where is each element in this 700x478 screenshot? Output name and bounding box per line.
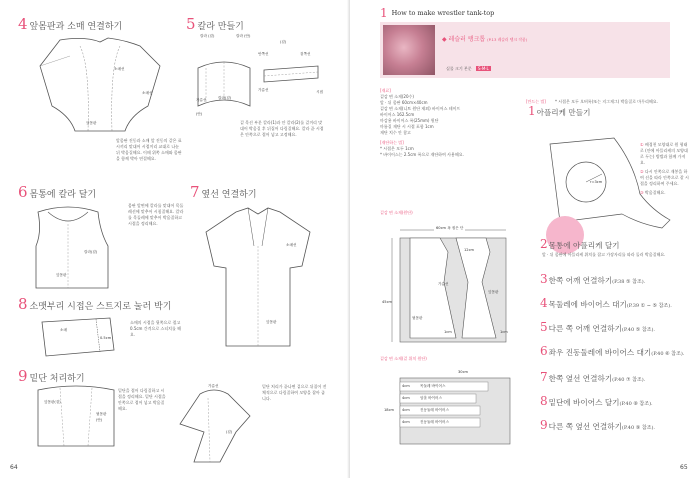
left-page-number: 64 [10, 464, 18, 471]
step-r5: 5다른 쪽 어깨 연결하기(P.40 ⑤ 참조). [540, 320, 656, 334]
step-6-label-2: 앞몸판 [56, 273, 67, 277]
step-9b-label-1: 가름선 [208, 384, 219, 388]
step-4-title: 4 앞몸판과 소매 연결하기 [18, 15, 123, 33]
step-r8: 8밑단에 바이어스 달기(P.40 ⑧ 참조). [540, 394, 653, 408]
step-r1-text: ① 배경천 모양대로 원 형태로 (안에 아플리케의 모양대로 두는) 방법과 함께 가져요. ② 다시 안쪽으로 재봉을 하여 선을 따라 안쪽으로 잘 시접을 정리하여 주세요. ③ 박음질해요. [640, 142, 689, 195]
step-9-label-3: (안) [96, 418, 103, 422]
step-4-illustration [30, 36, 170, 136]
cut-diagram-2-width: 30cm [458, 370, 469, 374]
cut-strip-width-2: 4cm [402, 396, 410, 400]
step-5-label-6: (안) [196, 112, 203, 116]
cut-diagram-1-label-3: 뒷몸판 [412, 316, 423, 320]
cut-diagram-1-width: 60cm 폭 접은 단 [436, 226, 464, 230]
step-5-label-4: 칼라(겉) [218, 96, 232, 100]
cut-diagram-1-label-4: 12cm [464, 248, 475, 252]
right-page-header: 1 How to make wrestler tank-top [380, 6, 495, 20]
cut-strip-2: 암홀 바이어스 [420, 396, 442, 400]
step-7-label-1: 소매선 [286, 243, 297, 247]
cut-diagram-2-height: 18cm [384, 408, 395, 412]
step-9b-text: 밑단 처리가 끝나면 겉으로 뒤집어 전체적으로 다림질하여 모양을 잡아 줍니다. [262, 384, 327, 401]
cut-strip-width-4: 4cm [402, 420, 410, 424]
step-5-label-8: 겉쪽선 [300, 52, 311, 56]
applique-radius-label: r=3cm [590, 180, 603, 184]
step-5-text: 겉 목선 부분 칼라(1)과 안 칼라(2)를 겉끼리 맞대어 박음질 후 뒤집어 다림질해요. 칼라 끝 시접은 안쪽으로 접어 넣고 고정해요. [240, 120, 324, 137]
product-photo [383, 25, 435, 75]
step-8-label-2: 소매 [60, 328, 67, 332]
step-4-label-2: 소매선 [142, 91, 153, 95]
cut-diagram-1 [386, 222, 516, 346]
cut-diagram-1-label-5: 1cm [444, 330, 452, 334]
cut-strip-4: 진동둘레 바이어스 [420, 420, 449, 424]
making-note: [만드는 법] * 시접은 모두 오버록(또는 지그재그) 박음질로 마무리해요. [526, 99, 658, 104]
step-r2-text: 앞 · 뒤 몸판에 아플리케 위치를 잡고 가장자리를 따라 둘러 박음질해요. [542, 252, 666, 257]
cut-diagram-1-label-1: 가름선 [438, 282, 449, 286]
step-r7: 7한쪽 옆선 연결하기(P.40 ⑦ 참조). [540, 370, 646, 384]
cut-diagram-1-caption: 겉감 면 소재(원단) [380, 210, 413, 215]
step-9b-label-2: (겉) [226, 430, 233, 434]
step-8-title: 8 소맷부리 시접은 스트지로 눌러 박기 [18, 295, 172, 313]
step-8-label-1: 0.5cm [100, 336, 112, 340]
right-page [350, 0, 700, 478]
size-row: 실물 크기 본문 S·M·L [446, 66, 489, 71]
step-4-text: 앞몸판 진동과 소매 앞 진동의 같은 표시끼리 맞대어 시접끼리 교대로 나눈 뒤 박음질해요. 이때 위쪽 소매와 몸판을 함께 박아 연결해요. [116, 138, 182, 161]
step-7-title: 7 옆선 연결하기 [190, 183, 257, 201]
cut-diagram-2-caption: 겉감 면 소재(겉 위치 원단) [380, 356, 427, 361]
step-9-text: 밑단을 접어 다림질하고 시접을 정리해요. 밑단 시접을 안쪽으로 접어 넣고 박음질해요. [118, 388, 166, 411]
step-r9: 9다른 쪽 옆선 연결하기(P.40 ⑨ 참조). [540, 418, 656, 432]
step-5-label-3: (겉) [280, 40, 287, 44]
step-5-label-10: 가름선 [196, 98, 207, 102]
step-5-label-7: 안쪽선 [258, 52, 269, 56]
cut-diagram-1-label-6: 1cm [500, 330, 508, 334]
cut-strip-width-1: 4cm [402, 384, 410, 388]
step-5-label-5: 시접 [316, 90, 323, 94]
step-6-illustration [28, 202, 118, 290]
step-r1-title: 1아플리케 만들기 [528, 104, 591, 118]
step-r6: 6좌우 진동둘레에 바이어스 대기(P.40 ⑥ 참조). [540, 344, 685, 358]
cut-diagram-1-height: 45cm [382, 300, 393, 304]
step-9-label-1: 앞몸판(겉) [44, 400, 61, 404]
step-4-label-3: 앞몸판 [86, 121, 97, 125]
step-9-label-2: 뒷몸판 [96, 412, 107, 416]
step-r4: 4목둘레에 바이어스 대기(P.39 ① ~ ⑤ 참조). [540, 296, 672, 310]
step-7-illustration [198, 206, 318, 354]
step-9-illustration [30, 384, 122, 454]
product-name: ◆ 레슬러 탱크톱 (P.13 레슬러 탱크 작품) [442, 36, 528, 43]
step-6-title: 6 몸통에 칼라 달기 [18, 183, 97, 201]
step-6-text: 몸판 앞면에 칼라를 맞대어 목둘레선에 맞추어 시침질해요. 칼라를 목둘레에 맞추어 박음질하고 시접을 정리해요. [128, 203, 184, 226]
step-9b-illustration [174, 384, 256, 466]
step-7-label-2: 앞몸판 [266, 320, 277, 324]
step-9-title: 9 밑단 처리하기 [18, 367, 85, 385]
cut-strip-width-3: 4cm [402, 408, 410, 412]
step-5-title: 5 칼라 만들기 [186, 15, 244, 33]
step-8-text: 소매의 시접을 뒷쪽으로 접고 0.5cm 간격으로 스티치를 해요. [130, 320, 182, 337]
step-r3: 3한쪽 어깨 연결하기(P.38 ⑤ 참조). [540, 272, 646, 286]
cut-diagram-1-label-2: 앞몸판 [488, 290, 499, 294]
step-6-label-1: 칼라(겉) [84, 250, 98, 254]
step-r2-title: 2몸통에 아플리케 달기 [540, 237, 620, 251]
step-5-label-9: 가름선 [258, 88, 269, 92]
material-specs: [재료] 겉감 면 소재(20수) 앞 · 뒤 몸판 60cm×40cm 겉감 면 소재(니트 원단 제외) 바이어스 테이프 바이어스 162.5cm 마감용 바이어스 폭(25mm) 원단 마름질 재단 시 시접 포함 1cm 재단 치수 안 참고 [재단하는 법] * 시접은 모두 1cm * 바이어스는 2.5cm 폭으로 재단하여 사용해요. [380, 88, 464, 157]
step-5-label-2: 칼라 (안) [236, 34, 251, 38]
step-5-label-1: 칼라 (겉) [200, 34, 215, 38]
step-4-label-1: 소매선 [114, 67, 125, 71]
cut-strip-3: 진동둘레 바이어스 [420, 408, 449, 412]
cut-strip-1: 목둘레 바이어스 [420, 384, 446, 388]
right-page-number: 65 [680, 464, 688, 471]
